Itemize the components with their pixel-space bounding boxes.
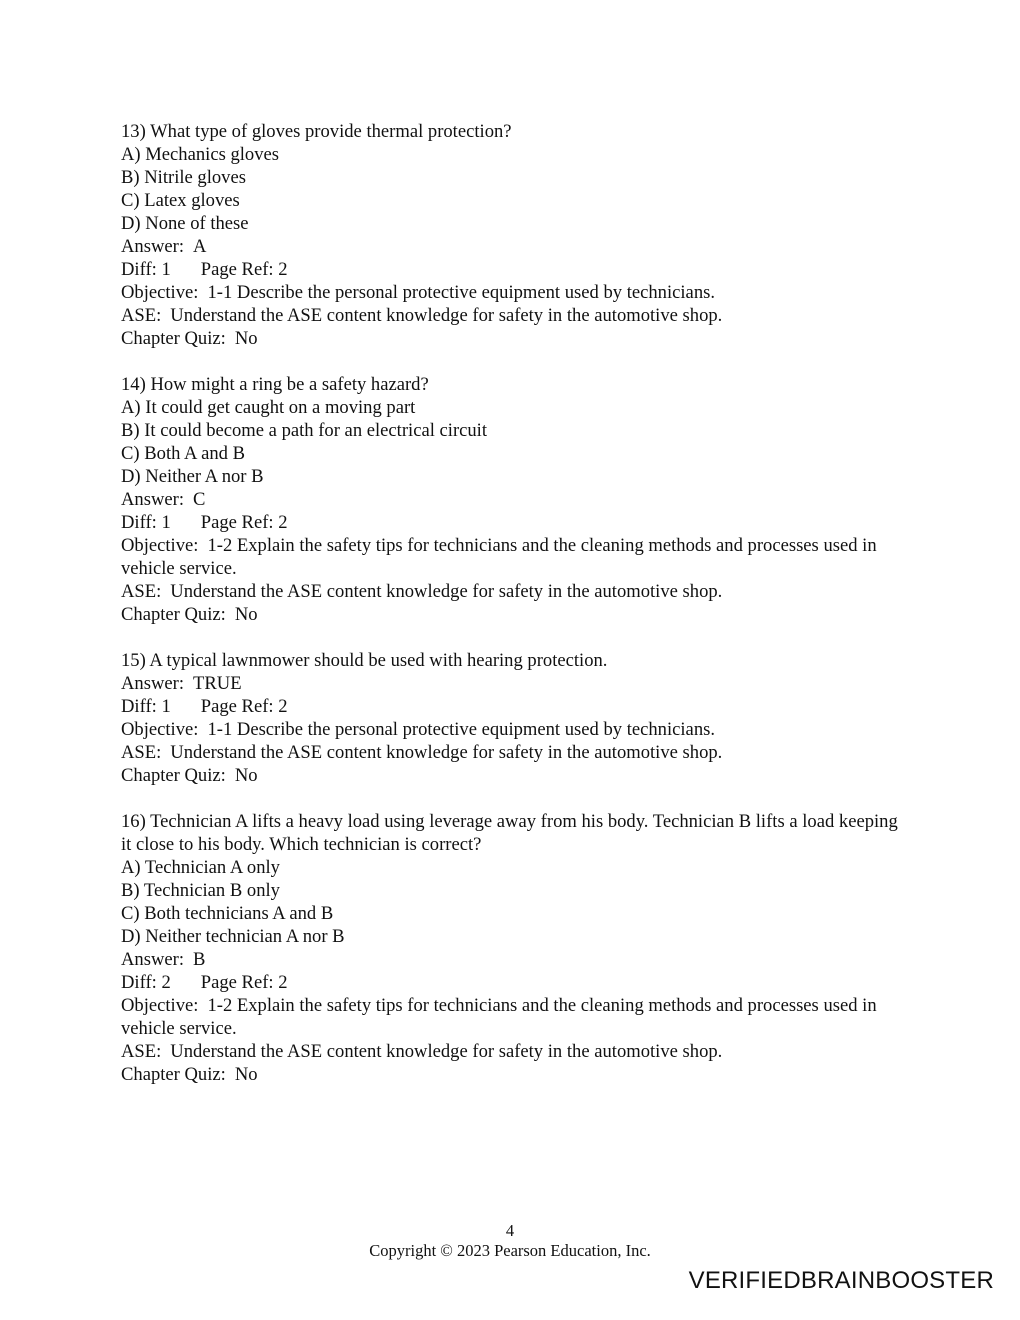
answer-label: Answer: <box>121 489 184 510</box>
question-13 <box>121 120 911 350</box>
diff-label: Diff: <box>121 259 157 280</box>
page-ref-value: 2 <box>278 259 288 280</box>
objective-label: Objective: <box>121 535 199 556</box>
ase-value: Understand the ASE content knowledge for safety in the automotive shop. <box>170 1041 723 1062</box>
page-ref-label: Page Ref: <box>200 972 274 993</box>
question-text: Technician A lifts a heavy load using leverage away from his body. Technician B lifts a load keeping it close to his body. Which technician is correct? <box>121 811 898 855</box>
answer-value: B <box>193 949 206 970</box>
page-ref-label: Page Ref: <box>200 696 274 717</box>
quiz-value: No <box>234 604 258 625</box>
quiz-line <box>121 764 911 787</box>
quiz-value: No <box>234 328 258 349</box>
answer-label: Answer: <box>121 949 184 970</box>
option-a: A) Mechanics gloves <box>121 144 280 165</box>
option-d: D) Neither A nor B <box>121 466 264 487</box>
quiz-label: Chapter Quiz: <box>121 765 226 786</box>
option-d: D) Neither technician A nor B <box>121 926 345 947</box>
ase-label: ASE: <box>121 581 162 602</box>
quiz-value: No <box>234 765 258 786</box>
objective-line <box>121 718 911 741</box>
diff-value: 2 <box>161 972 171 993</box>
question-16 <box>121 810 911 1086</box>
page-ref-value: 2 <box>278 972 288 993</box>
diff-line <box>121 511 911 534</box>
option-a: A) It could get caught on a moving part <box>121 397 416 418</box>
question-text: A typical lawnmower should be used with hearing protection. <box>149 650 608 671</box>
question-15 <box>121 649 911 787</box>
answer-line <box>121 488 911 511</box>
objective-label: Objective: <box>121 282 199 303</box>
question-14 <box>121 373 911 626</box>
watermark: VERIFIEDBRAINBOOSTER <box>688 1267 994 1294</box>
answer-value: C <box>193 489 206 510</box>
quiz-label: Chapter Quiz: <box>121 328 226 349</box>
option-c: C) Latex gloves <box>121 190 240 211</box>
page-ref-value: 2 <box>278 512 288 533</box>
question-stem <box>121 373 911 396</box>
answer-value: A <box>193 236 207 257</box>
ase-label: ASE: <box>121 305 162 326</box>
quiz-line <box>121 327 911 350</box>
question-number: 14) <box>121 374 146 395</box>
quiz-label: Chapter Quiz: <box>121 604 226 625</box>
objective-line <box>121 534 911 580</box>
option-d: D) None of these <box>121 213 249 234</box>
answer-label: Answer: <box>121 236 184 257</box>
page-ref-label: Page Ref: <box>200 512 274 533</box>
diff-label: Diff: <box>121 696 157 717</box>
diff-line <box>121 258 911 281</box>
quiz-line <box>121 1063 911 1086</box>
answer-line <box>121 235 911 258</box>
diff-value: 1 <box>161 512 171 533</box>
option-b: B) It could become a path for an electrical circuit <box>121 420 488 441</box>
quiz-line <box>121 603 911 626</box>
question-text: How might a ring be a safety hazard? <box>150 374 429 395</box>
question-text: What type of gloves provide thermal protection? <box>150 121 512 142</box>
ase-label: ASE: <box>121 742 162 763</box>
answer-line <box>121 672 911 695</box>
answer-value: TRUE <box>193 673 242 694</box>
objective-line <box>121 281 911 304</box>
ase-line <box>121 304 911 327</box>
question-number: 16) <box>121 811 146 832</box>
ase-value: Understand the ASE content knowledge for safety in the automotive shop. <box>170 742 723 763</box>
page-ref-value: 2 <box>278 696 288 717</box>
option-b: B) Technician B only <box>121 880 280 901</box>
question-stem <box>121 120 911 143</box>
option-c: C) Both A and B <box>121 443 245 464</box>
ase-value: Understand the ASE content knowledge for safety in the automotive shop. <box>170 581 723 602</box>
question-list <box>121 120 911 1109</box>
diff-label: Diff: <box>121 512 157 533</box>
objective-label: Objective: <box>121 719 199 740</box>
objective-value: 1-2 Explain the safety tips for technicians and the cleaning methods and processes used in vehicle service. <box>121 535 877 579</box>
objective-line <box>121 994 911 1040</box>
page-ref-label: Page Ref: <box>200 259 274 280</box>
answer-line <box>121 948 911 971</box>
option-b: B) Nitrile gloves <box>121 167 246 188</box>
objective-value: 1-2 Explain the safety tips for technicians and the cleaning methods and processes used in vehicle service. <box>121 995 877 1039</box>
ase-value: Understand the ASE content knowledge for safety in the automotive shop. <box>170 305 723 326</box>
objective-value: 1-1 Describe the personal protective equipment used by technicians. <box>207 719 715 740</box>
quiz-label: Chapter Quiz: <box>121 1064 226 1085</box>
question-number: 13) <box>121 121 146 142</box>
diff-line <box>121 695 911 718</box>
copyright-notice: Copyright © 2023 Pearson Education, Inc. <box>369 1241 651 1260</box>
objective-label: Objective: <box>121 995 199 1016</box>
page-number: 4 <box>505 1221 515 1240</box>
diff-value: 1 <box>161 696 171 717</box>
question-stem <box>121 649 911 672</box>
ase-line <box>121 1040 911 1063</box>
ase-line <box>121 580 911 603</box>
ase-label: ASE: <box>121 1041 162 1062</box>
diff-label: Diff: <box>121 972 157 993</box>
diff-line <box>121 971 911 994</box>
ase-line <box>121 741 911 764</box>
option-a: A) Technician A only <box>121 857 280 878</box>
answer-label: Answer: <box>121 673 184 694</box>
option-c: C) Both technicians A and B <box>121 903 334 924</box>
question-number: 15) <box>121 650 146 671</box>
objective-value: 1-1 Describe the personal protective equipment used by technicians. <box>207 282 715 303</box>
question-stem <box>121 810 911 856</box>
quiz-value: No <box>234 1064 258 1085</box>
diff-value: 1 <box>161 259 171 280</box>
